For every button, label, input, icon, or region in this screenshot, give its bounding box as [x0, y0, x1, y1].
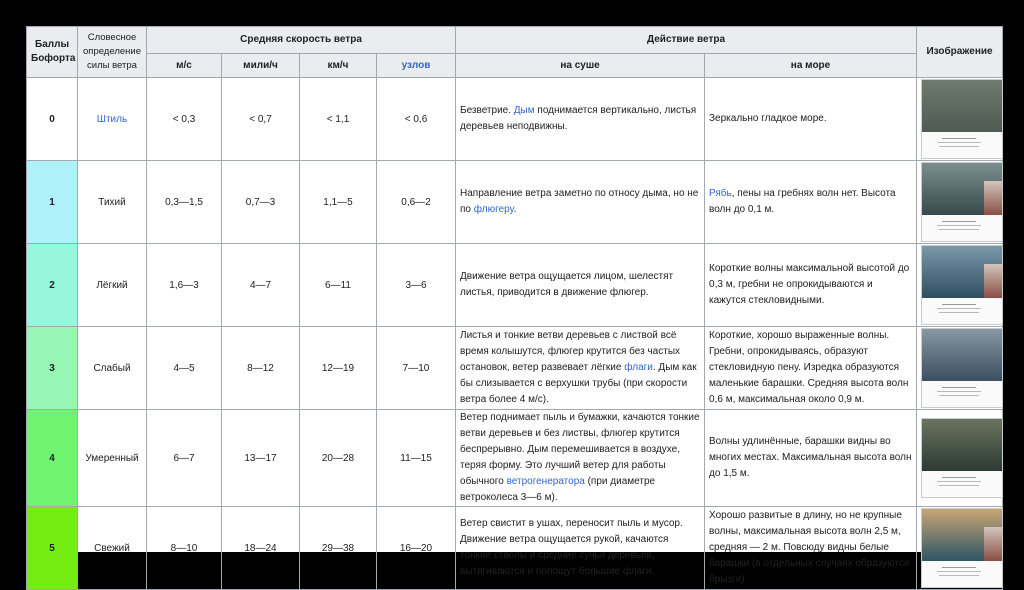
effect-on-sea [705, 78, 917, 161]
text-segment: Безветрие. [460, 105, 514, 116]
effect-on-land [456, 410, 705, 507]
speed-knots: < 0,6 [377, 78, 456, 161]
wind-name [78, 410, 147, 507]
text-segment: Зеркально гладкое море. [709, 113, 827, 124]
text-segment: , пены на гребнях волн нет. Высота волн до 0,1 м. [709, 188, 896, 215]
photo-caption-area [922, 215, 1002, 241]
text-segment: (при диаметре ветроколеса 3—6 м). [460, 476, 656, 503]
table-row [27, 78, 1003, 161]
speed-mph: < 0,7 [222, 78, 300, 161]
image-cell [917, 327, 1003, 410]
image-cell [917, 410, 1003, 507]
speed-knots: 0,6—2 [377, 161, 456, 244]
beaufort-number: 5 [27, 507, 78, 590]
speed-ms: 1,6—3 [147, 244, 222, 327]
wind-name [78, 327, 147, 410]
text-segment: . Дым как бы слизывается с верхушки трубы (при скорости ветра более 4 м/с). [460, 362, 697, 405]
inline-link[interactable]: ветрогенератора [506, 476, 585, 487]
ship-railing-decoration [984, 181, 1002, 215]
photo-caption-area [922, 132, 1002, 158]
speed-knots: 3—6 [377, 244, 456, 327]
header-image: Изображение [917, 27, 1003, 78]
photo-caption-area [922, 381, 1002, 407]
sea-photo-thumbnail[interactable] [921, 418, 1003, 498]
speed-kmh: 20—28 [300, 410, 377, 507]
effect-on-land [456, 161, 705, 244]
text-segment: Ветер поднимает пыль и бумажки, качаются тонкие ветви деревьев и без листвы, флюгер крутится беспрерывно. Дым перемешивается в воздухе, теряя форму. Это лучший ветер для работы обычного [460, 412, 700, 487]
ship-railing-decoration [984, 527, 1002, 561]
text-segment: Короткие волны максимальной высотой до 0,3 м, гребни не опрокидываются и кажутся стекловидными. [709, 263, 910, 306]
header-unit-mph: мили/ч [222, 54, 300, 78]
speed-ms: 8—10 [147, 507, 222, 590]
speed-knots: 16—20 [377, 507, 456, 590]
effect-on-sea [705, 410, 917, 507]
speed-knots: 11—15 [377, 410, 456, 507]
speed-kmh: 1,1—5 [300, 161, 377, 244]
sea-photo-image [922, 329, 1002, 381]
effect-on-land [456, 507, 705, 590]
text-segment: Короткие, хорошо выраженные волны. Гребни, опрокидываясь, образуют стекловидную пену. Изредка образуются маленькие барашки. Средняя высота волн 0,6 м, максимальная около 0,9 м. [709, 330, 909, 405]
header-action-group: Действие ветра [456, 27, 917, 54]
header-scale: Баллы Бофорта [27, 27, 78, 78]
header-speed-group: Средняя скорость ветра [147, 27, 456, 54]
wind-name [78, 161, 147, 244]
effect-on-sea [705, 327, 917, 410]
speed-knots: 7—10 [377, 327, 456, 410]
speed-mph: 0,7—3 [222, 161, 300, 244]
effect-on-land [456, 244, 705, 327]
speed-ms: < 0,3 [147, 78, 222, 161]
text-segment: Листья и тонкие ветви деревьев с листвой всё время колышутся, флюгер крутится без частых остановок, ветер развевает лёгкие [460, 330, 681, 373]
wind-name-text: Тихий [98, 196, 126, 208]
effect-on-land [456, 78, 705, 161]
text-segment: Направление ветра заметно по относу дыма, но не по [460, 188, 699, 215]
header-land: на суше [456, 54, 705, 78]
table-row [27, 327, 1003, 410]
wind-name [78, 78, 147, 161]
sea-photo-image [922, 419, 1002, 471]
image-cell [917, 78, 1003, 161]
beaufort-scale-table [26, 26, 1003, 590]
text-segment: поднимается вертикально, листья деревьев неподвижны. [460, 105, 697, 132]
speed-kmh: 12—19 [300, 327, 377, 410]
text-segment: Волны удлинённые, барашки видны во многих местах. Максимальная высота волн до 1,5 м. [709, 436, 912, 479]
header-verbal: Словесное определение силы ветра [78, 27, 147, 78]
speed-mph: 4—7 [222, 244, 300, 327]
sea-photo-thumbnail[interactable] [921, 162, 1003, 242]
inline-link[interactable]: флюгеру [473, 204, 514, 215]
speed-mph: 8—12 [222, 327, 300, 410]
header-row-2 [27, 54, 1003, 78]
photo-caption-area [922, 298, 1002, 324]
photo-caption-area [922, 471, 1002, 497]
beaufort-number: 1 [27, 161, 78, 244]
speed-kmh: 6—11 [300, 244, 377, 327]
wind-name [78, 507, 147, 590]
beaufort-number: 2 [27, 244, 78, 327]
wind-name-text: Слабый [93, 362, 131, 374]
effect-on-land [456, 327, 705, 410]
table-row [27, 410, 1003, 507]
header-sea: на море [705, 54, 917, 78]
wind-name-text: Лёгкий [96, 279, 128, 291]
image-cell [917, 507, 1003, 590]
sea-photo-image [922, 80, 1002, 132]
wind-name-link[interactable]: Штиль [96, 113, 128, 125]
text-segment: Ветер свистит в ушах, переносит пыль и мусор. Движение ветра ощущается рукой, качаются тонкие стволы и средние сучья деревьев, вытягиваются и полощут большие флаги. [460, 518, 683, 577]
header-unit-kmh: км/ч [300, 54, 377, 78]
text-segment: Хорошо развитые в длину, но не крупные волны, максимальная высота волн 2,5 м, средняя — 2 м. Повсюду видны белые барашки (в отдельных случаях образуются брызги). [709, 510, 910, 585]
effect-on-sea [705, 244, 917, 327]
beaufort-number: 4 [27, 410, 78, 507]
header-unit-knots-link[interactable]: узлов [377, 54, 456, 78]
sea-photo-thumbnail[interactable] [921, 508, 1003, 588]
speed-kmh: 29—38 [300, 507, 377, 590]
inline-link[interactable]: Дым [513, 105, 535, 116]
ship-railing-decoration [984, 264, 1002, 298]
text-segment: Движение ветра ощущается лицом, шелестят листья, приводится в движение флюгер. [460, 271, 674, 298]
speed-mph: 18—24 [222, 507, 300, 590]
wind-name-text: Свежий [94, 542, 130, 554]
photo-caption-area [922, 561, 1002, 587]
effect-on-sea [705, 161, 917, 244]
text-segment: . [513, 204, 517, 215]
speed-ms: 4—5 [147, 327, 222, 410]
beaufort-number: 3 [27, 327, 78, 410]
speed-ms: 0,3—1,5 [147, 161, 222, 244]
wind-name-text: Умеренный [85, 452, 139, 464]
inline-link[interactable]: Рябь [709, 188, 732, 199]
wind-name [78, 244, 147, 327]
table-row [27, 507, 1003, 590]
table-row [27, 244, 1003, 327]
speed-mph: 13—17 [222, 410, 300, 507]
table-frame [26, 26, 1002, 585]
table-row [27, 161, 1003, 244]
header-row-1 [27, 27, 1003, 54]
speed-ms: 6—7 [147, 410, 222, 507]
image-cell [917, 244, 1003, 327]
inline-link[interactable]: флаги [624, 362, 653, 373]
speed-kmh: < 1,1 [300, 78, 377, 161]
header-unit-ms: м/с [147, 54, 222, 78]
sea-photo-thumbnail[interactable] [921, 79, 1003, 159]
sea-photo-thumbnail[interactable] [921, 245, 1003, 325]
image-cell [917, 161, 1003, 244]
beaufort-number: 0 [27, 78, 78, 161]
sea-photo-thumbnail[interactable] [921, 328, 1003, 408]
effect-on-sea [705, 507, 917, 590]
